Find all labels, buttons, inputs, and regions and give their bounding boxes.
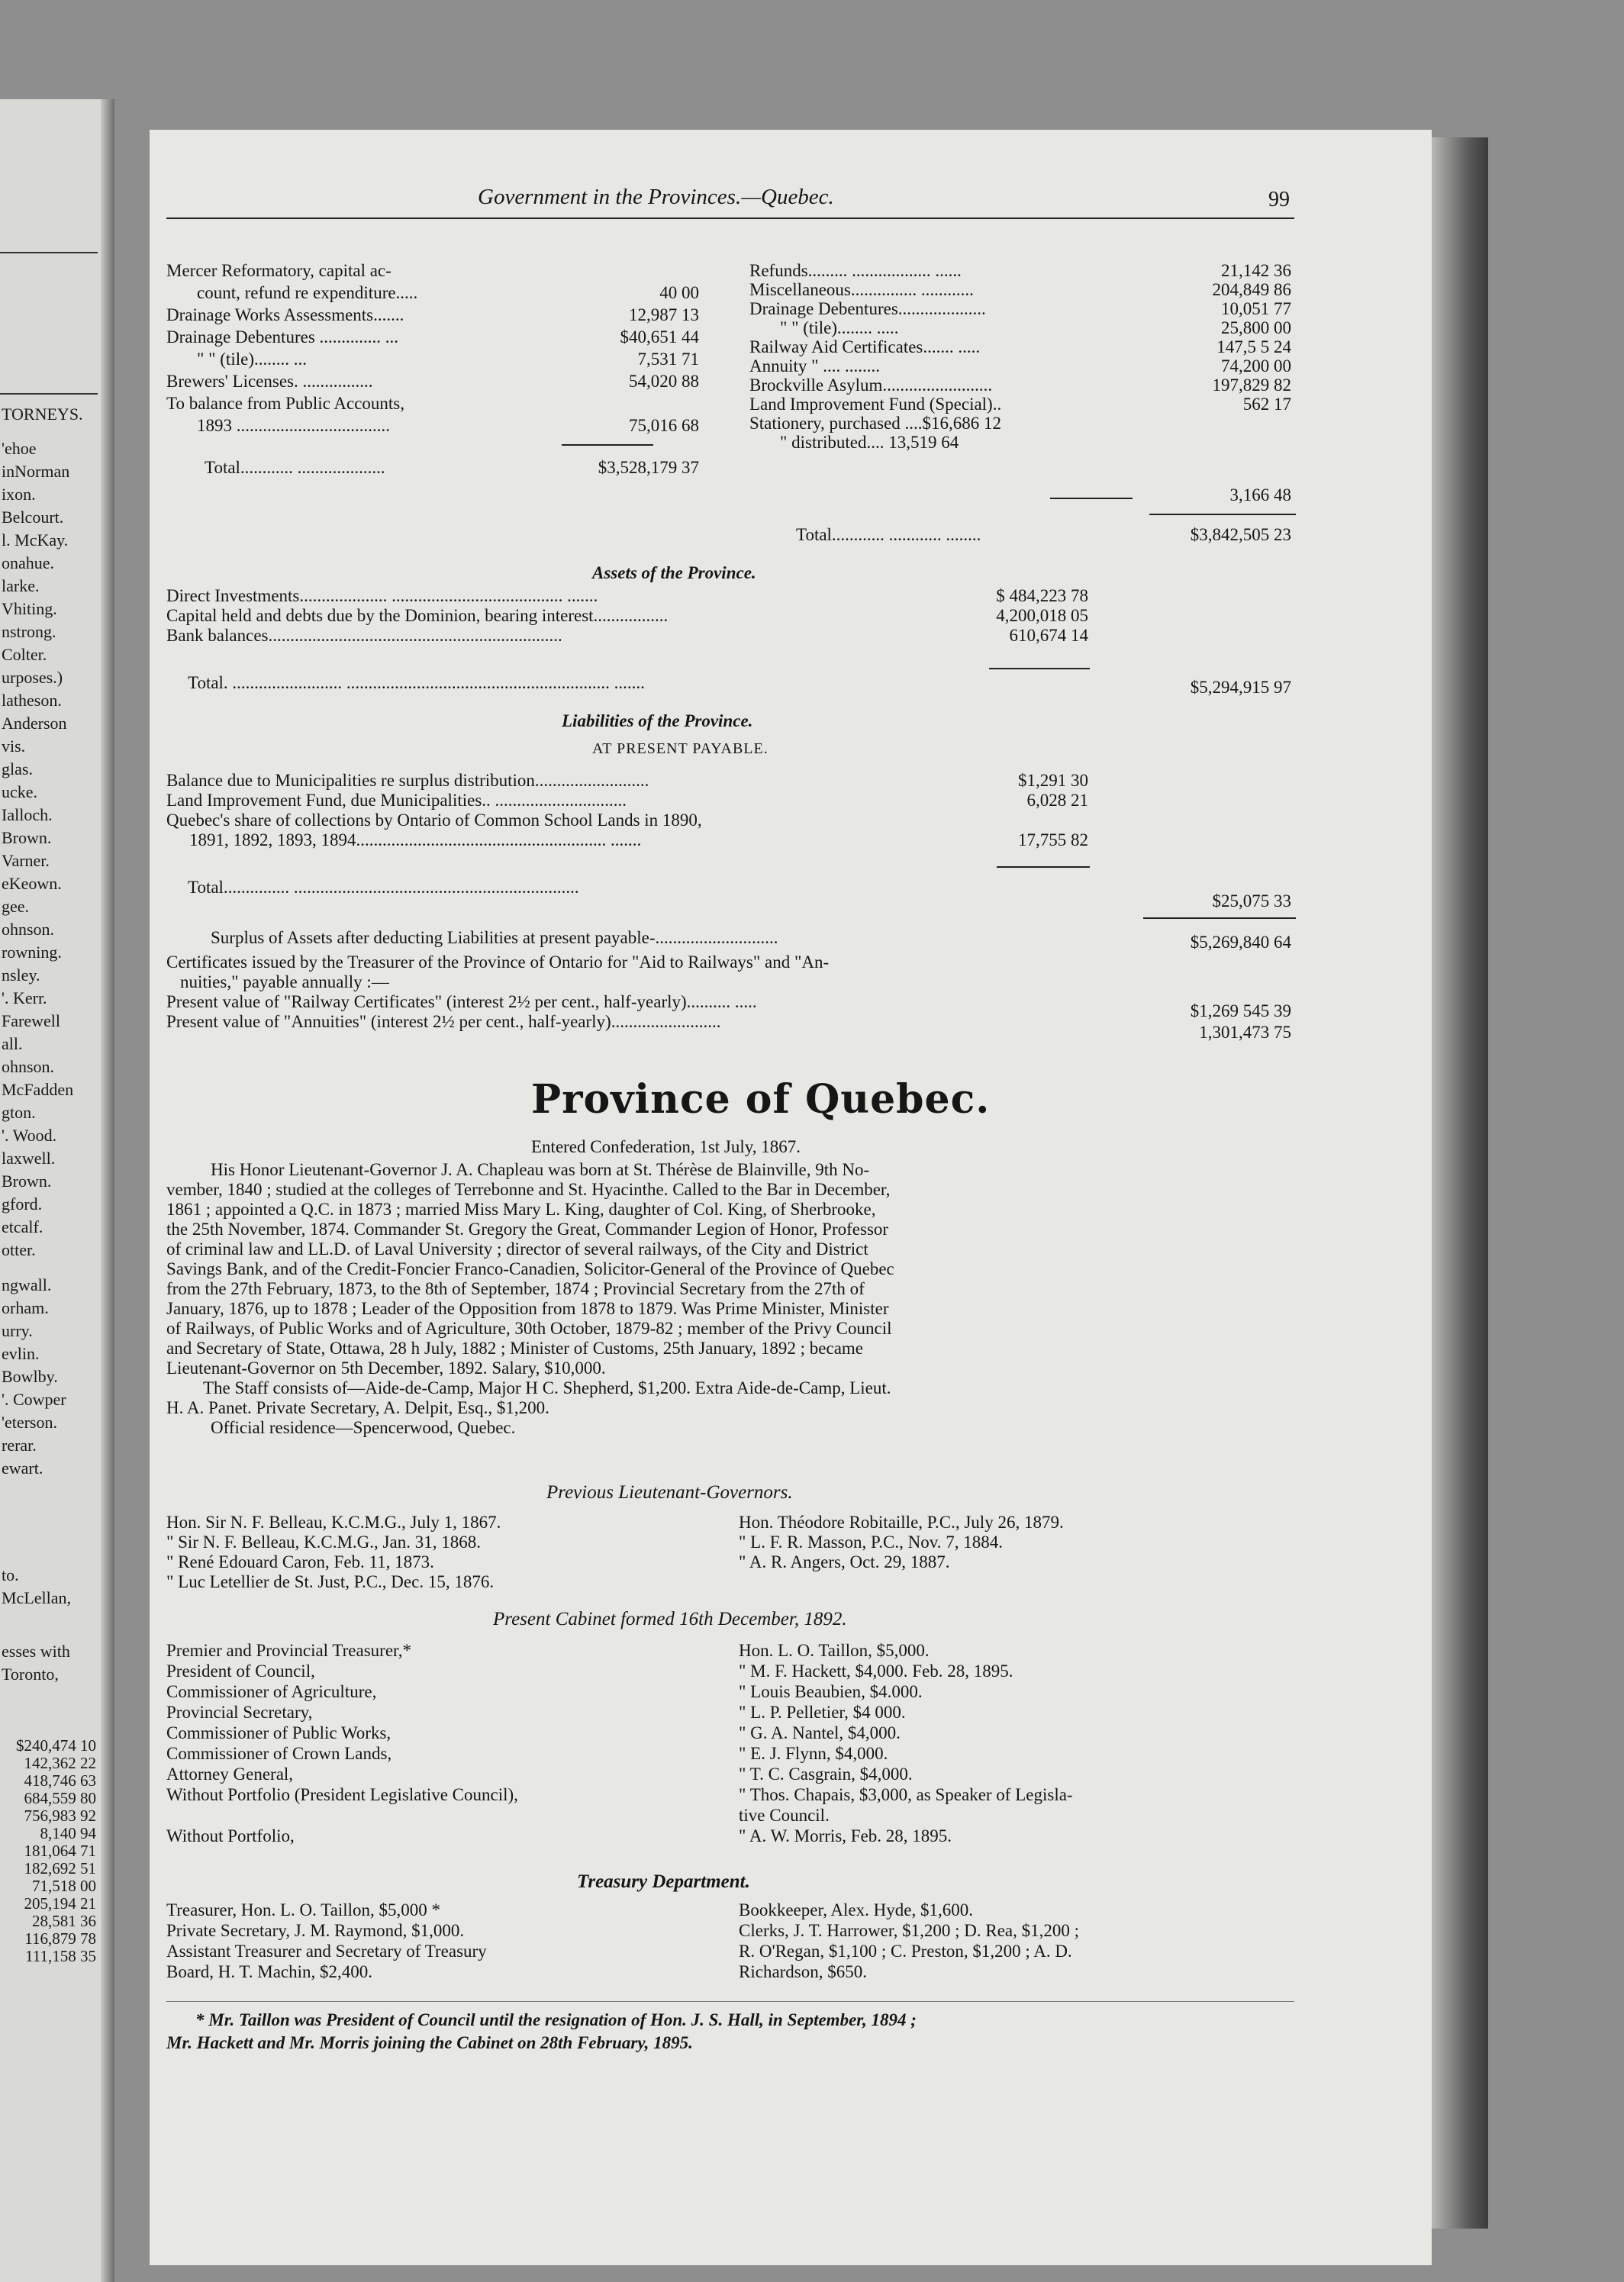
cabinet-member: " G. A. Nantel, $4,000.	[739, 1723, 901, 1742]
left-page-fragment	[0, 99, 114, 2282]
biography-line: vember, 1840 ; studied at the colleges of Terrebonne and St. Hyacinthe. Called to the Bar in December,	[166, 1180, 891, 1199]
left-page-number: 181,064 71	[24, 1842, 96, 1860]
left-page-name: evlin.	[2, 1344, 40, 1363]
left-page-name: rowning.	[2, 943, 62, 962]
liabilities-total: $25,075 33	[1212, 891, 1291, 911]
liability-row-label: Balance due to Municipalities re surplus distribution..........................	[166, 771, 649, 790]
previous-governor: " A. R. Angers, Oct. 29, 1887.	[739, 1552, 950, 1571]
left-page-name: eKeown.	[2, 874, 62, 893]
staff-line: H. A. Panet. Private Secretary, A. Delpit, Esq., $1,200.	[166, 1398, 549, 1417]
previous-governor: " René Edouard Caron, Feb. 11, 1873.	[166, 1552, 434, 1571]
cabinet-office: Provincial Secretary,	[166, 1703, 313, 1722]
left-page-name: gford.	[2, 1194, 43, 1214]
previous-governor: " Luc Letellier de St. Just, P.C., Dec. 15, 1876.	[166, 1572, 495, 1591]
biography-line: Savings Bank, and of the Credit-Foncier Franco-Canadien, Solicitor-General of the Province of Quebec	[166, 1259, 894, 1278]
left-page-name: latheson.	[2, 691, 62, 710]
left-page-name: McFadden	[2, 1080, 74, 1099]
receipt-row-right-amount: 562 17	[1242, 395, 1291, 414]
cabinet-office: Premier and Provincial Treasurer,*	[166, 1641, 412, 1660]
left-page-name: Brown.	[2, 1172, 52, 1191]
assets-total-label: Total. ......................... ............................................................ .......	[188, 673, 645, 692]
surplus-rule	[1143, 917, 1296, 919]
left-page-name: etcalf.	[2, 1217, 44, 1236]
cabinet-heading: Present Cabinet formed 16th December, 1892.	[493, 1609, 847, 1629]
cabinet-office: Without Portfolio (President Legislative Council),	[166, 1785, 518, 1804]
left-page-name: Vhiting.	[2, 599, 57, 618]
receipt-row-amount: 54,020 88	[629, 372, 699, 391]
footnote-line: * Mr. Taillon was President of Council until the resignation of Hon. J. S. Hall, in September, 1894 ;	[195, 2010, 917, 2029]
left-page-name: Brown.	[2, 828, 52, 847]
liabilities-subheading: AT PRESENT PAYABLE.	[592, 740, 768, 757]
left-page-name: '. Wood.	[2, 1126, 57, 1145]
left-page-name: nsley.	[2, 965, 40, 985]
left-page-name: ohnson.	[2, 1057, 55, 1076]
left-page-name: ewart.	[2, 1458, 44, 1478]
liability-row-label: Land Improvement Fund, due Municipalities.. ..............................	[166, 791, 627, 810]
receipt-row-amount: 40 00	[659, 283, 699, 302]
left-page-number: 756,983 92	[24, 1807, 96, 1825]
receipt-row-label: 1893 ...................................	[197, 416, 390, 435]
pv-annuity-label: Present value of "Annuities" (interest 2½ per cent., half-yearly).........................	[166, 1012, 721, 1031]
pv-railway-label: Present value of "Railway Certificates" (interest 2½ per cent., half-yearly).......... .....	[166, 992, 757, 1011]
left-page-name: esses with	[2, 1642, 70, 1661]
receipt-row-amount: 75,016 68	[629, 416, 699, 435]
receipt-row-label: Mercer Reformatory, capital ac-	[166, 261, 392, 280]
assets-total: $5,294,915 97	[1190, 678, 1291, 697]
receipt-row-right-label: Land Improvement Fund (Special)..	[749, 395, 1002, 414]
left-page-name: nstrong.	[2, 622, 56, 641]
receipt-row-right-label: Railway Aid Certificates....... .....	[749, 337, 981, 356]
left-page-number: $240,474 10	[16, 1736, 96, 1755]
previous-governor: Hon. Sir N. F. Belleau, K.C.M.G., July 1, 1867.	[166, 1513, 501, 1532]
receipt-row-amount: 7,531 71	[637, 350, 699, 369]
left-page-name: l. McKay.	[2, 530, 69, 550]
previous-governor: Hon. Théodore Robitaille, P.C., July 26, 1879.	[739, 1513, 1064, 1532]
receipt-row-right-amount: 10,051 77	[1221, 299, 1291, 318]
left-page-name: '. Cowper	[2, 1390, 66, 1409]
left-page-number: 8,140 94	[40, 1824, 96, 1842]
receipt-row-right-label: Stationery, purchased ....$16,686 12	[749, 414, 1002, 433]
biography-line: of Railways, of Public Works and of Agriculture, 30th October, 1879-82 ; member of the Privy Council	[166, 1319, 892, 1338]
receipt-row-right-amount: 147,5 5 24	[1216, 337, 1291, 356]
left-page-name: Farewell	[2, 1011, 60, 1030]
cabinet-member: " M. F. Hackett, $4,000. Feb. 28, 1895.	[739, 1662, 1013, 1681]
left-page-header: TORNEYS.	[2, 405, 83, 424]
biography-line: of criminal law and LL.D. of Laval University ; director of several railways, of the City and District	[166, 1239, 868, 1259]
left-page-name: laxwell.	[2, 1149, 56, 1168]
cabinet-office: Without Portfolio,	[166, 1826, 295, 1845]
biography-line: the 25th November, 1874. Commander St. Gregory the Great, Commander Legion of Honor, Professor	[166, 1220, 889, 1239]
liabilities-total-label: Total............... .................................................................	[188, 878, 579, 897]
cabinet-office: Commissioner of Public Works,	[166, 1723, 392, 1742]
asset-row-amount: 610,674 14	[1009, 626, 1088, 645]
staff-line: Official residence—Spencerwood, Quebec.	[211, 1418, 516, 1437]
receipt-row-amount: 12,987 13	[629, 305, 699, 324]
receipt-row-right-label: Brockville Asylum.........................	[749, 375, 993, 395]
previous-governors-heading: Previous Lieutenant-Governors.	[546, 1482, 793, 1503]
left-page-name: inNorman	[2, 462, 70, 481]
left-page-name: ngwall.	[2, 1275, 52, 1294]
cabinet-member: " Louis Beaubien, $4.000.	[739, 1682, 923, 1701]
left-page-number: 684,559 80	[24, 1789, 96, 1807]
liability-row-amount: 17,755 82	[1018, 830, 1088, 849]
liabilities-rule	[997, 866, 1090, 868]
left-page-name: 'eterson.	[2, 1413, 57, 1432]
left-page-name: Bowlby.	[2, 1367, 58, 1386]
cabinet-office: Attorney General,	[166, 1765, 294, 1784]
certificates-line-2: nuities," payable annually :—	[180, 972, 389, 991]
biography-line: and Secretary of State, Ottawa, 28 h July, 1882 ; Minister of Customs, 25th January, 1892 ; became	[166, 1339, 864, 1358]
subtotal-rule	[562, 444, 653, 446]
certificates-line-1: Certificates issued by the Treasurer of the Province of Ontario for "Aid to Railways" and "An-	[166, 952, 830, 972]
footnote-line: Mr. Hackett and Mr. Morris joining the Cabinet on 28th February, 1895.	[166, 2033, 693, 2052]
treasury-staff: Bookkeeper, Alex. Hyde, $1,600.	[739, 1900, 973, 1919]
pv-annuity-amount: 1,301,473 75	[1199, 1023, 1291, 1042]
document-page	[150, 130, 1432, 2265]
page-number: 99	[1268, 188, 1290, 211]
left-page-name: gton.	[2, 1103, 36, 1122]
assets-rule	[989, 668, 1090, 669]
left-page-name: Varner.	[2, 851, 50, 870]
left-page-name: otter.	[2, 1240, 36, 1259]
total-rule-right	[1149, 514, 1296, 515]
subtotal-rule-right	[1050, 498, 1133, 499]
left-page-name: orham.	[2, 1298, 49, 1317]
receipt-row-label: Drainage Works Assessments.......	[166, 305, 404, 324]
left-page-name: vis.	[2, 736, 26, 756]
left-page-number: 418,746 63	[24, 1771, 96, 1790]
receipt-row-right-label: Annuity " .... ........	[749, 356, 881, 375]
previous-governor: " L. F. R. Masson, P.C., Nov. 7, 1884.	[739, 1533, 1003, 1552]
left-page-name: to.	[2, 1565, 19, 1584]
left-page-name: '. Kerr.	[2, 988, 47, 1007]
treasury-heading: Treasury Department.	[577, 1871, 750, 1892]
left-page-name: onahue.	[2, 553, 55, 572]
left-page-name: Ialloch.	[2, 805, 53, 824]
left-page-number: 205,194 21	[24, 1894, 96, 1913]
receipt-row-right-amount: 25,800 00	[1221, 318, 1291, 337]
treasury-staff: Treasurer, Hon. L. O. Taillon, $5,000 *	[166, 1900, 441, 1919]
left-page-number: 111,158 35	[25, 1947, 96, 1965]
left-page-number: 142,362 22	[24, 1754, 96, 1772]
receipt-row-right-label: Drainage Debentures....................	[749, 299, 986, 318]
left-page-name: gee.	[2, 897, 30, 916]
pv-railway-amount: $1,269 545 39	[1190, 1001, 1291, 1020]
biography-line: 1861 ; appointed a Q.C. in 1873 ; married Miss Mary L. King, daughter of Col. King, of Sherbrooke,	[166, 1200, 876, 1219]
asset-row-label: Capital held and debts due by the Dominion, bearing interest.................	[166, 606, 669, 625]
receipt-row-right-label: " " (tile)........ .....	[780, 318, 899, 337]
footnote-rule	[166, 2001, 1294, 2002]
left-page-name: rerar.	[2, 1436, 37, 1455]
left-page-name: Belcourt.	[2, 508, 64, 527]
cabinet-member: " E. J. Flynn, $4,000.	[739, 1744, 888, 1763]
left-page-rule	[0, 252, 98, 253]
province-title: Province of Quebec.	[531, 1076, 991, 1123]
left-page-name: Toronto,	[2, 1665, 59, 1684]
receipt-row-label: To balance from Public Accounts,	[166, 394, 405, 413]
cabinet-member: Hon. L. O. Taillon, $5,000.	[739, 1641, 930, 1660]
right-total-label: Total............ ............ ........	[796, 525, 981, 544]
surplus-amount: $5,269,840 64	[1190, 933, 1291, 952]
left-page-number: 71,518 00	[32, 1877, 96, 1895]
asset-row-amount: $ 484,223 78	[996, 586, 1088, 605]
asset-row-label: Direct Investments.................... ....................................... .......	[166, 586, 598, 605]
left-page-number: 182,692 51	[24, 1859, 96, 1877]
right-total: $3,842,505 23	[1190, 525, 1291, 544]
liabilities-heading: Liabilities of the Province.	[562, 711, 753, 730]
cabinet-member: " Thos. Chapais, $3,000, as Speaker of Legisla-	[739, 1785, 1073, 1804]
liability-row-label: 1891, 1892, 1893, 1894......................................................... .......	[189, 830, 642, 849]
liability-row-amount: $1,291 30	[1018, 771, 1088, 790]
receipt-row-right-label: " distributed.... 13,519 64	[780, 433, 959, 452]
left-page-name: ixon.	[2, 485, 36, 504]
surplus-label: Surplus of Assets after deducting Liabilities at present payable-............................	[211, 928, 778, 947]
biography-line: from the 27th February, 1873, to the 8th of September, 1874 ; Provincial Secretary from the 27th of	[166, 1279, 865, 1298]
treasury-staff: R. O'Regan, $1,100 ; C. Preston, $1,200 ; A. D.	[739, 1942, 1072, 1961]
treasury-staff: Assistant Treasurer and Secretary of Treasury	[166, 1942, 487, 1961]
left-page-name: ucke.	[2, 782, 38, 801]
left-page-name: Anderson	[2, 714, 67, 733]
receipt-row-right-amount: 21,142 36	[1221, 261, 1291, 280]
cabinet-member: " L. P. Pelletier, $4 000.	[739, 1703, 906, 1722]
receipt-row-amount: $3,528,179 37	[598, 458, 699, 477]
left-page-name: urposes.)	[2, 668, 63, 687]
receipt-row-label: Total............ ....................	[205, 458, 385, 477]
liability-row-label: Quebec's share of collections by Ontario of Common School Lands in 1890,	[166, 811, 702, 830]
receipt-row-label: Drainage Debentures .............. ...	[166, 327, 399, 346]
receipt-row-label: " " (tile)........ ...	[197, 350, 307, 369]
right-subtotal: 3,166 48	[1229, 485, 1291, 504]
left-page-rule	[0, 393, 98, 395]
left-page-name: McLellan,	[2, 1588, 72, 1607]
treasury-staff: Clerks, J. T. Harrower, $1,200 ; D. Rea, $1,200 ;	[739, 1921, 1080, 1940]
cabinet-office: President of Council,	[166, 1662, 315, 1681]
confederation-line: Entered Confederation, 1st July, 1867.	[531, 1137, 801, 1156]
receipt-row-right-amount: 197,829 82	[1212, 375, 1291, 395]
page-gutter-shadow	[101, 99, 114, 2282]
receipt-row-label: count, refund re expenditure.....	[197, 283, 418, 302]
left-page-name: glas.	[2, 759, 33, 778]
receipt-row-label: Brewers' Licenses. ................	[166, 372, 373, 391]
treasury-staff: Richardson, $650.	[739, 1962, 868, 1981]
left-page-name: all.	[2, 1034, 23, 1053]
left-page-number: 116,879 78	[24, 1929, 96, 1948]
header-rule	[166, 218, 1294, 219]
cabinet-office: Commissioner of Agriculture,	[166, 1682, 377, 1701]
running-head: Government in the Provinces.—Quebec.	[478, 185, 834, 209]
left-page-name: ohnson.	[2, 920, 55, 939]
receipt-row-right-amount: 204,849 86	[1212, 280, 1291, 299]
biography-line: Lieutenant-Governor on 5th December, 1892. Salary, $10,000.	[166, 1359, 606, 1378]
page-edge	[1423, 137, 1488, 2229]
treasury-staff: Private Secretary, J. M. Raymond, $1,000.	[166, 1921, 465, 1940]
left-page-name: Colter.	[2, 645, 47, 664]
receipt-row-right-label: Refunds......... .................. ......	[749, 261, 962, 280]
left-page-number: 28,581 36	[32, 1912, 96, 1930]
receipt-row-amount: $40,651 44	[620, 327, 699, 346]
cabinet-member: " T. C. Casgrain, $4,000.	[739, 1765, 913, 1784]
staff-line: The Staff consists of—Aide-de-Camp, Major H C. Shepherd, $1,200. Extra Aide-de-Camp, Lieut.	[203, 1378, 891, 1397]
biography-line: January, 1876, up to 1878 ; Leader of the Opposition from 1878 to 1879. Was Prime Minister, Minister	[166, 1299, 889, 1318]
left-page-name: larke.	[2, 576, 40, 595]
biography-line: His Honor Lieutenant-Governor J. A. Chapleau was born at St. Thérèse de Blainville, 9th No-	[211, 1160, 870, 1179]
asset-row-amount: 4,200,018 05	[996, 606, 1088, 625]
receipt-row-right-label: Miscellaneous............... ............	[749, 280, 974, 299]
treasury-staff: Board, H. T. Machin, $2,400.	[166, 1962, 373, 1981]
asset-row-label: Bank balances...................................................................	[166, 626, 562, 645]
left-page-name: urry.	[2, 1321, 33, 1340]
cabinet-member: " A. W. Morris, Feb. 28, 1895.	[739, 1826, 952, 1845]
assets-heading: Assets of the Province.	[592, 563, 756, 582]
cabinet-office: Commissioner of Crown Lands,	[166, 1744, 392, 1763]
cabinet-member: tive Council.	[739, 1806, 830, 1825]
previous-governor: " Sir N. F. Belleau, K.C.M.G., Jan. 31, 1868.	[166, 1533, 481, 1552]
receipt-row-right-amount: 74,200 00	[1221, 356, 1291, 375]
liability-row-amount: 6,028 21	[1026, 791, 1088, 810]
left-page-name: 'ehoe	[2, 439, 37, 458]
